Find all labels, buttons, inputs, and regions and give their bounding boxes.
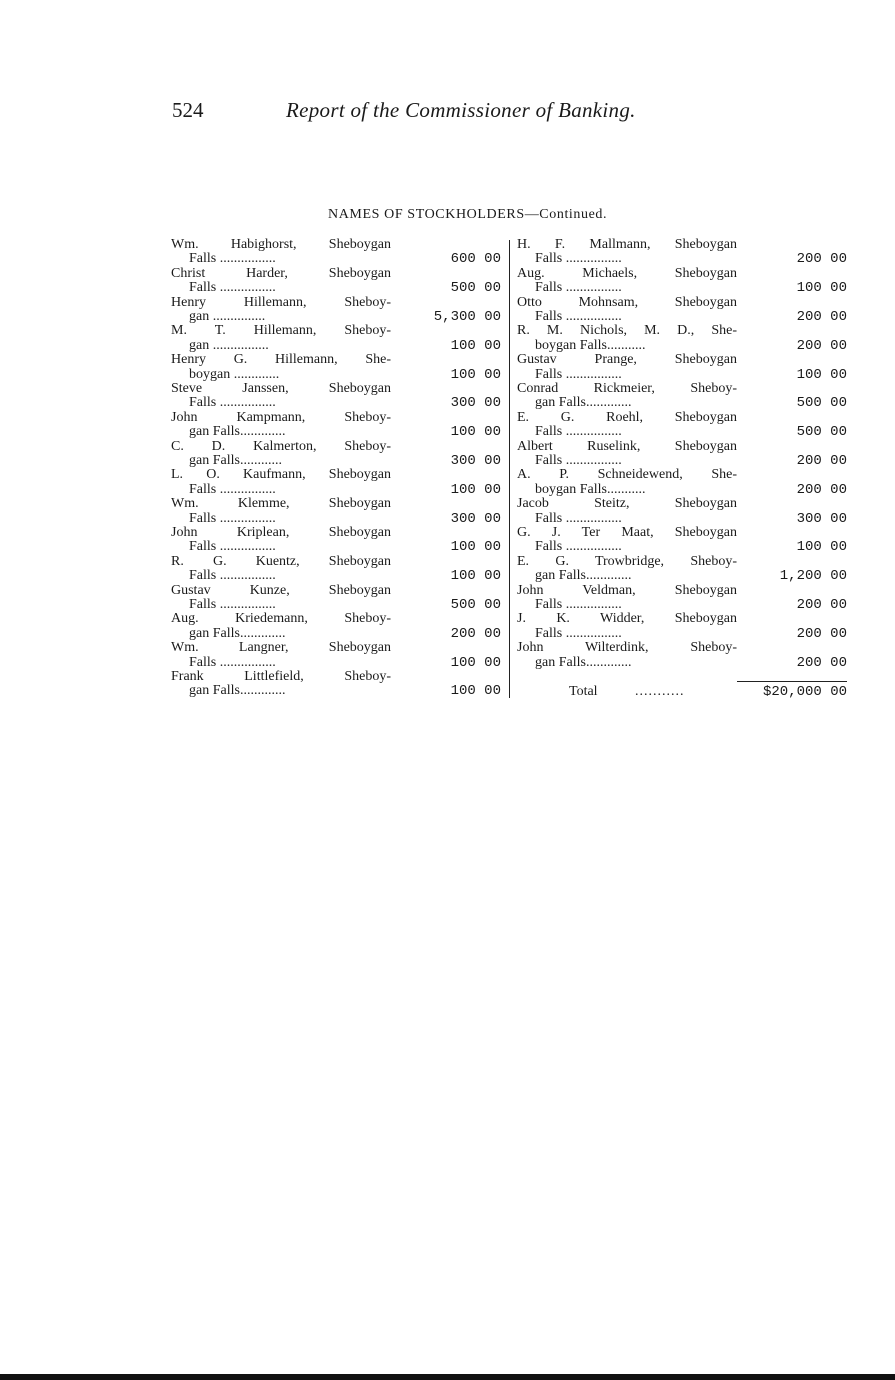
stockholder-name: John Kampmann, Sheboy- bbox=[171, 409, 391, 425]
stock-amount: 100 00 bbox=[796, 280, 847, 297]
stockholder-entry bbox=[517, 641, 847, 670]
stockholder-entry bbox=[517, 324, 847, 353]
stockholder-name: Jacob Steitz, Sheboygan bbox=[517, 496, 737, 512]
stockholder-entry bbox=[171, 468, 501, 497]
stockholder-entry bbox=[171, 584, 501, 613]
stockholder-name-continued: Falls ................ bbox=[535, 539, 622, 555]
stockholder-name-continued: gan Falls............. bbox=[189, 424, 286, 440]
stock-amount: 300 00 bbox=[450, 510, 501, 527]
stockholder-name: Christ Harder, Sheboygan bbox=[171, 265, 391, 281]
stockholder-name: Steve Janssen, Sheboygan bbox=[171, 380, 391, 396]
stock-amount: 100 00 bbox=[450, 366, 501, 383]
stock-amount: 200 00 bbox=[450, 625, 501, 642]
stock-amount: 300 00 bbox=[796, 510, 847, 527]
stockholder-entry bbox=[517, 468, 847, 497]
stock-amount: 100 00 bbox=[796, 539, 847, 556]
stockholder-name-continued: Falls ................ bbox=[535, 251, 622, 267]
stockholder-name-continued: Falls ................ bbox=[535, 366, 622, 382]
stockholder-name-continued: Falls ................ bbox=[535, 596, 622, 612]
section-title: NAMES OF STOCKHOLDERS—Continued. bbox=[328, 207, 608, 222]
stock-amount: 100 00 bbox=[450, 683, 501, 700]
stockholder-name-continued: Falls ................ bbox=[189, 395, 276, 411]
stockholder-entry bbox=[517, 584, 847, 613]
total-row bbox=[517, 684, 847, 700]
stock-amount: 5,300 00 bbox=[433, 308, 501, 325]
stock-amount: 600 00 bbox=[450, 251, 501, 268]
stockholder-name: G. J. Ter Maat, Sheboygan bbox=[517, 524, 737, 540]
stockholder-name-continued: boygan Falls........... bbox=[535, 337, 646, 353]
stock-amount: 100 00 bbox=[450, 539, 501, 556]
stockholder-entry bbox=[517, 526, 847, 555]
page-number: 524 bbox=[172, 98, 204, 122]
stock-amount: 100 00 bbox=[796, 366, 847, 383]
stockholder-name: Gustav Prange, Sheboygan bbox=[517, 352, 737, 368]
stock-amount: 200 00 bbox=[796, 251, 847, 268]
stockholder-entry bbox=[171, 382, 501, 411]
stockholder-entry bbox=[171, 440, 501, 469]
stock-amount: 500 00 bbox=[450, 280, 501, 297]
stockholder-entry bbox=[517, 267, 847, 296]
stock-amount: 500 00 bbox=[796, 424, 847, 441]
scan-bottom-edge bbox=[0, 1374, 895, 1380]
stock-amount: 100 00 bbox=[450, 337, 501, 354]
total-amount: $20,000 00 bbox=[762, 684, 847, 700]
stockholder-name: R. M. Nichols, M. D., She- bbox=[517, 323, 737, 339]
stockholder-name: J. K. Widder, Sheboygan bbox=[517, 611, 737, 627]
stockholder-name-continued: Falls ................ bbox=[189, 568, 276, 584]
stockholder-name-continued: Falls ................ bbox=[535, 510, 622, 526]
stock-amount: 500 00 bbox=[796, 395, 847, 412]
stockholder-name: Otto Mohnsam, Sheboygan bbox=[517, 294, 737, 310]
stockholder-name-continued: Falls ................ bbox=[189, 481, 276, 497]
stockholder-name-continued: gan Falls............. bbox=[189, 625, 286, 641]
stockholder-entry bbox=[517, 612, 847, 641]
stockholder-name-continued: Falls ................ bbox=[535, 452, 622, 468]
total-label: Total bbox=[569, 684, 598, 699]
stockholder-entry bbox=[171, 555, 501, 584]
stockholder-name: C. D. Kalmerton, Sheboy- bbox=[171, 438, 391, 454]
stock-amount: 200 00 bbox=[796, 308, 847, 325]
stockholder-name: M. T. Hillemann, Sheboy- bbox=[171, 323, 391, 339]
stockholder-name-continued: gan Falls............. bbox=[189, 683, 286, 699]
stockholder-name-continued: Falls ................ bbox=[189, 251, 276, 267]
stockholder-name: H. F. Mallmann, Sheboygan bbox=[517, 237, 737, 252]
stockholder-name-continued: boygan Falls........... bbox=[535, 481, 646, 497]
stockholder-entry bbox=[171, 324, 501, 353]
stock-amount: 200 00 bbox=[796, 596, 847, 613]
stockholder-entry bbox=[517, 440, 847, 469]
stock-amount: 200 00 bbox=[796, 654, 847, 671]
stockholder-name-continued: gan Falls............. bbox=[535, 568, 632, 584]
stockholder-entry bbox=[171, 612, 501, 641]
stockholder-name-continued: gan Falls............. bbox=[535, 395, 632, 411]
page-header bbox=[172, 98, 732, 128]
stockholder-name-continued: Falls ................ bbox=[189, 654, 276, 670]
stockholder-entry bbox=[171, 296, 501, 325]
stockholder-entry bbox=[171, 526, 501, 555]
stockholder-name: John Wilterdink, Sheboy- bbox=[517, 640, 737, 656]
stockholder-entry bbox=[171, 497, 501, 526]
stockholder-name-continued: Falls ................ bbox=[189, 280, 276, 296]
stockholder-name-continued: gan ............... bbox=[189, 308, 266, 324]
stockholder-name: Conrad Rickmeier, Sheboy- bbox=[517, 380, 737, 396]
stockholder-entry bbox=[517, 555, 847, 584]
stockholder-name: L. O. Kaufmann, Sheboygan bbox=[171, 467, 391, 483]
stockholder-name: A. P. Schneidewend, She- bbox=[517, 467, 737, 483]
column-divider bbox=[509, 240, 510, 698]
stockholder-name: Frank Littlefield, Sheboy- bbox=[171, 668, 391, 684]
stockholder-name: Wm. Klemme, Sheboygan bbox=[171, 496, 391, 512]
stock-amount: 200 00 bbox=[796, 337, 847, 354]
stockholder-name-continued: Falls ................ bbox=[535, 280, 622, 296]
stockholder-entry bbox=[171, 267, 501, 296]
running-title: Report of the Commissioner of Banking. bbox=[286, 98, 636, 122]
stockholder-entry bbox=[517, 238, 847, 267]
stock-amount: 300 00 bbox=[450, 452, 501, 469]
stock-amount: 300 00 bbox=[450, 395, 501, 412]
stock-amount: 100 00 bbox=[450, 481, 501, 498]
stockholder-name-continued: boygan ............. bbox=[189, 366, 280, 382]
stock-amount: 100 00 bbox=[450, 654, 501, 671]
stockholder-entry bbox=[517, 296, 847, 325]
stock-amount: 200 00 bbox=[796, 481, 847, 498]
stockholder-name: John Veldman, Sheboygan bbox=[517, 582, 737, 598]
stockholder-name-continued: Falls ................ bbox=[535, 308, 622, 324]
stockholder-name: Henry G. Hillemann, She- bbox=[171, 352, 391, 368]
stockholder-name-continued: gan Falls............ bbox=[189, 452, 282, 468]
stockholder-entry bbox=[517, 382, 847, 411]
stockholder-name: Wm. Langner, Sheboygan bbox=[171, 640, 391, 656]
stockholders-right-column bbox=[517, 238, 847, 670]
total-leader-dots: ........... bbox=[635, 684, 685, 699]
stockholder-entry bbox=[517, 497, 847, 526]
stockholder-name: Gustav Kunze, Sheboygan bbox=[171, 582, 391, 598]
stockholder-name-continued: Falls ................ bbox=[535, 625, 622, 641]
stockholder-entry bbox=[517, 353, 847, 382]
stockholder-name: Albert Ruselink, Sheboygan bbox=[517, 438, 737, 454]
stockholder-name-continued: gan ................ bbox=[189, 337, 269, 353]
stock-amount: 200 00 bbox=[796, 625, 847, 642]
stockholder-name: Aug. Michaels, Sheboygan bbox=[517, 265, 737, 281]
stockholder-name: Aug. Kriedemann, Sheboy- bbox=[171, 611, 391, 627]
stockholders-left-column bbox=[171, 238, 501, 699]
stock-amount: 100 00 bbox=[450, 424, 501, 441]
stockholder-name-continued: gan Falls............. bbox=[535, 654, 632, 670]
stockholder-name: John Kriplean, Sheboygan bbox=[171, 524, 391, 540]
stockholder-name: E. G. Roehl, Sheboygan bbox=[517, 409, 737, 425]
stockholder-name-continued: Falls ................ bbox=[189, 510, 276, 526]
stock-amount: 100 00 bbox=[450, 568, 501, 585]
stock-amount: 500 00 bbox=[450, 596, 501, 613]
stockholder-entry bbox=[171, 238, 501, 267]
stockholder-name-continued: Falls ................ bbox=[189, 539, 276, 555]
stock-amount: 200 00 bbox=[796, 452, 847, 469]
stockholder-entry bbox=[171, 641, 501, 670]
stock-amount: 1,200 00 bbox=[779, 568, 847, 585]
total-rule bbox=[737, 681, 847, 682]
stockholder-name: E. G. Trowbridge, Sheboy- bbox=[517, 553, 737, 569]
stockholder-entry bbox=[171, 411, 501, 440]
stockholder-entry bbox=[171, 353, 501, 382]
stockholder-name: Henry Hillemann, Sheboy- bbox=[171, 294, 391, 310]
stockholder-name-continued: Falls ................ bbox=[535, 424, 622, 440]
stockholder-entry bbox=[517, 411, 847, 440]
stockholder-name: R. G. Kuentz, Sheboygan bbox=[171, 553, 391, 569]
stockholder-entry bbox=[171, 670, 501, 699]
stockholder-name: Wm. Habighorst, Sheboygan bbox=[171, 237, 391, 252]
stockholder-name-continued: Falls ................ bbox=[189, 596, 276, 612]
